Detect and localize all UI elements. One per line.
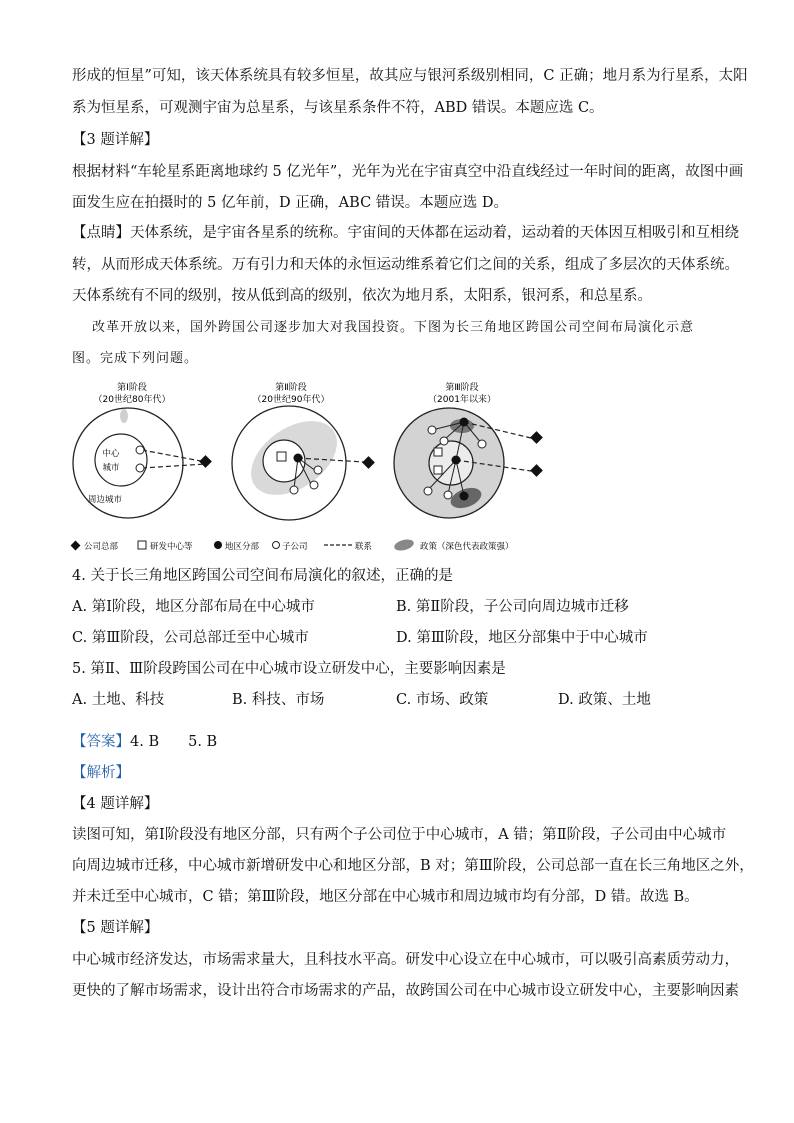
subsidiary-icon xyxy=(136,446,144,454)
legend-headquarters-icon xyxy=(71,541,81,551)
legend-policy-icon xyxy=(393,538,415,553)
q4-stem: 4. 关于长三角地区跨国公司空间布局演化的叙述，正确的是 xyxy=(72,568,453,584)
headquarters-icon xyxy=(530,431,543,444)
dianjing-label: 【点睛】 xyxy=(72,225,130,241)
text-line: 转，从而形成天体系统。万有引力和天体的永恒运动维系着它们之间的关系，组成了多层次的天体系统。 xyxy=(72,257,739,273)
q4-option-a: A. 第Ⅰ阶段，地区分部布局在中心城市 xyxy=(72,599,315,615)
subsidiary-icon xyxy=(136,464,144,472)
stage3-sub: （2001年以来） xyxy=(428,395,496,405)
headquarters-icon xyxy=(362,456,375,469)
headquarters-icon xyxy=(530,464,543,477)
q5-stem: 5. 第Ⅱ、Ⅲ阶段跨国公司在中心城市设立研发中心，主要影响因素是 xyxy=(72,661,506,677)
answer-label: 【答案】 xyxy=(72,734,130,750)
stage3-title: 第Ⅲ阶段 xyxy=(445,383,479,393)
branch-icon xyxy=(294,454,303,463)
text-line: 系为恒星系，可观测宇宙为总星系，与该星系条件不符，ABD 错误。本题应选 C。 xyxy=(72,100,604,116)
stage1-center-city xyxy=(95,434,147,486)
rd-center-icon xyxy=(434,466,442,474)
legend-sub-label: 子公司 xyxy=(282,542,308,552)
answer-text: 4. B 5. B xyxy=(130,734,218,750)
q5-option-b: B. 科技、市场 xyxy=(232,692,325,708)
branch-icon xyxy=(460,492,469,501)
center-city-label-1: 中心 xyxy=(102,449,120,459)
section-heading-q3: 【3 题详解】 xyxy=(72,132,159,148)
headquarters-icon xyxy=(199,455,212,468)
q5-detail-line: 更快的了解市场需求，设计出符合市场需求的产品，故跨国公司在中心城市设立研发中心，主要影响因素 xyxy=(72,983,739,999)
rd-center-icon xyxy=(434,448,442,456)
legend-branch-label: 地区分部 xyxy=(225,542,260,552)
legend-subsidiary-icon xyxy=(273,542,280,549)
q4-option-b: B. 第Ⅱ阶段，子公司向周边城市迁移 xyxy=(396,599,629,615)
subsidiary-icon xyxy=(444,491,452,499)
text-line: 根据材料“车轮星系距离地球约 5 亿光年”，光年为光在宇宙真空中沿直线经过一年时间的距离，故图中画 xyxy=(72,164,744,180)
outer-city-label: 周边城市 xyxy=(88,495,123,505)
stage2-sub: （20世纪90年代） xyxy=(252,395,330,405)
layout-evolution-figure xyxy=(66,374,566,559)
stage1-title: 第Ⅰ阶段 xyxy=(117,383,147,393)
q4-detail-line: 并未迁至中心城市，C 错；第Ⅲ阶段，地区分部在中心城市和周边城市均有分部，D 错。故选 B。 xyxy=(72,889,699,905)
subsidiary-icon xyxy=(428,426,436,434)
center-city-label-2: 城市 xyxy=(102,463,120,473)
intro-line: 改革开放以来，国外跨国公司逐步加大对我国投资。下图为长三角地区跨国公司空间布局演化示意 xyxy=(92,320,695,335)
subsidiary-icon xyxy=(314,466,322,474)
legend-branch-icon xyxy=(214,541,222,549)
legend-hq-label: 公司总部 xyxy=(84,542,119,552)
stage1-sub: （20世纪80年代） xyxy=(93,395,171,405)
q5-option-a: A. 土地、科技 xyxy=(72,692,165,708)
q4-detail-line: 向周边城市迁移，中心城市新增研发中心和地区分部，B 对；第Ⅲ阶段，公司总部一直在长三角地区之外， xyxy=(72,858,754,874)
subsidiary-icon xyxy=(440,437,448,445)
q4-option-d: D. 第Ⅲ阶段，地区分部集中于中心城市 xyxy=(396,630,648,646)
branch-icon xyxy=(460,418,469,427)
subsidiary-icon xyxy=(290,486,298,494)
stage2-title: 第Ⅱ阶段 xyxy=(275,383,307,393)
q5-detail-line: 中心城市经济发达，市场需求量大，且科技水平高。研发中心设立在中心城市，可以吸引高素质劳动力， xyxy=(72,952,739,968)
q5-option-d: D. 政策、土地 xyxy=(558,692,651,708)
dianjing-paragraph xyxy=(72,223,739,243)
text-line: 面发生应在拍摄时的 5 亿年前，D 正确，ABC 错误。本题应选 D。 xyxy=(72,195,509,211)
section-heading-q4: 【4 题详解】 xyxy=(72,796,159,812)
subsidiary-icon xyxy=(424,487,432,495)
answer-line xyxy=(72,732,217,752)
legend-policy-label: 政策（深色代表政策强） xyxy=(420,542,514,552)
analysis-label: 【解析】 xyxy=(72,765,130,781)
subsidiary-icon xyxy=(478,440,486,448)
text-line: 天体系统有不同的级别，按从低到高的级别，依次为地月系，太阳系，银河系，和总星系。 xyxy=(72,288,652,304)
legend-rd-icon xyxy=(138,541,146,549)
intro-line: 图。完成下列问题。 xyxy=(72,351,199,366)
q4-detail-line: 读图可知，第Ⅰ阶段没有地区分部，只有两个子公司位于中心城市，A 错；第Ⅱ阶段，子公司由中心城市 xyxy=(72,827,727,843)
stage1-policy-patch xyxy=(120,409,128,423)
rd-center-icon xyxy=(277,452,286,461)
q4-option-c: C. 第Ⅲ阶段，公司总部迁至中心城市 xyxy=(72,630,309,646)
branch-icon xyxy=(452,456,461,465)
text-line: 天体系统，是宇宙各星系的统称。宇宙间的天体都在运动着，运动着的天体因互相吸引和互相绕 xyxy=(130,225,739,241)
legend-link-label: 联系 xyxy=(355,542,373,552)
q5-option-c: C. 市场、政策 xyxy=(396,692,489,708)
figure-legend xyxy=(71,538,514,553)
legend-rd-label: 研发中心等 xyxy=(150,542,193,552)
text-line: 形成的恒星”可知，该天体系统具有较多恒星，故其应与银河系级别相同，C 正确；地月系为行星系，太阳 xyxy=(72,68,748,84)
section-heading-q5: 【5 题详解】 xyxy=(72,920,159,936)
subsidiary-icon xyxy=(310,481,318,489)
